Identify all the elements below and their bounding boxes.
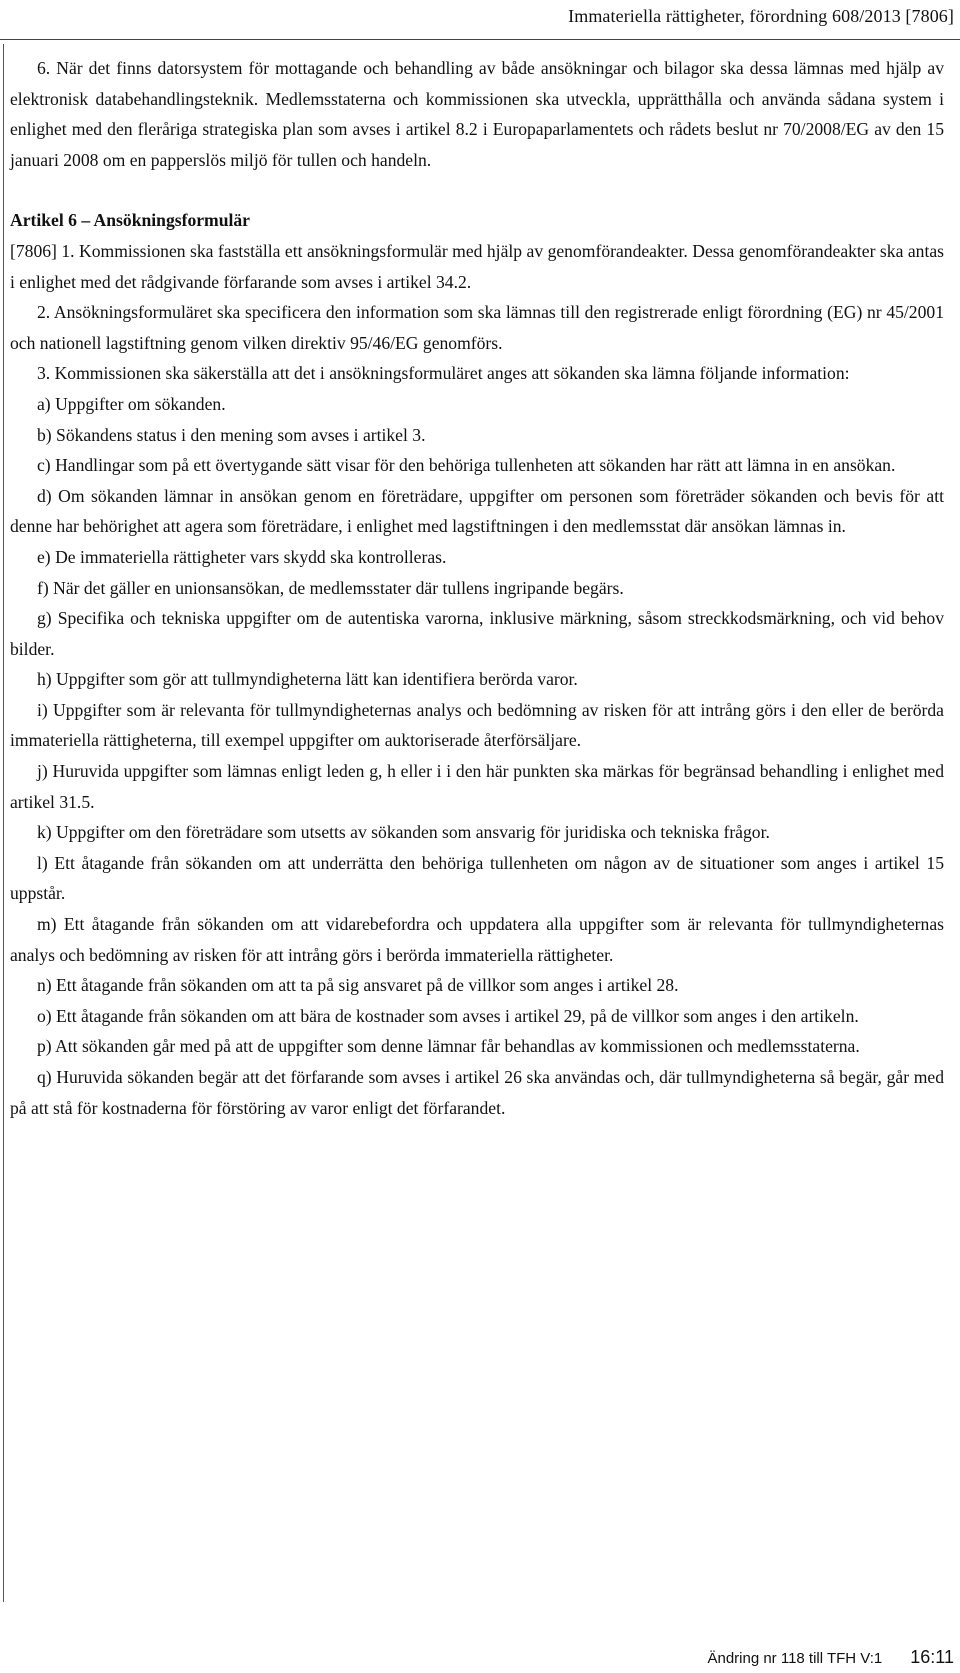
list-item-a: a) Uppgifter om sökanden. [37,393,226,414]
list-item-f: f) När det gäller en unionsansökan, de medlemsstater där tullens ingripande begärs. [37,577,624,598]
list-item-m: m) Ett åtagande från sökanden om att vidarebefordra och uppdatera alla uppgifter som är relevanta för tullmyndigheternas analys och bedömning av risken för att intrång görs i berörda immateriella rättigheter. [10,914,944,965]
paragraph-6: 6. När det finns datorsystem för mottagande och behandling av både ansökningar och bilagor ska dessa lämnas med hjälp av elektronisk databehandlingsteknik. Medlemsstaterna och kommissionen ska utveckla, upprätthålla och använda sådana system i enlighet med den fleråriga strategiska plan som avses i artikel 8.2 i Europaparlamentets och rådets beslut nr 70/2008/EG av den 15 januari 2008 om en papperslös miljö för tullen och handeln. [10,58,944,170]
list-item-j: j) Huruvida uppgifter som lämnas enligt leden g, h eller i i den här punkten ska märkas för begränsad behandling i enlighet med artikel 31.5. [10,761,944,812]
list-item-c: c) Handlingar som på ett övertygande sätt visar för den behöriga tullenheten att sökanden har rätt att lämna in en ansökan. [37,455,896,476]
margin-change-bar [3,44,4,1602]
list-item-b: b) Sökandens status i den mening som avses i artikel 3. [37,424,426,445]
document-body [10,53,944,1123]
list-item-g: g) Specifika och tekniska uppgifter om de autentiska varorna, inklusive märkning, såsom streckkodsmärkning, och vid behov bilder. [10,608,944,659]
list-item-e: e) De immateriella rättigheter vars skydd ska kontrolleras. [37,546,447,567]
page-footer [707,1647,954,1668]
running-header: Immateriella rättigheter, förordning 608/2013 [7806] [568,6,954,26]
list-item-h: h) Uppgifter som gör att tullmyndigheterna lätt kan identifiera berörda varor. [37,669,578,690]
article-paragraph-2: 2. Ansökningsformuläret ska specificera den information som ska lämnas till den registrerade enligt förordning (EG) nr 45/2001 och nationell lagstiftning genom vilken direktiv 95/46/EG genomförs. [10,302,944,353]
footer-time: 16:11 [910,1647,954,1667]
list-item-l: l) Ett åtagande från sökanden om att underrätta den behöriga tullenheten om någon av de situationer som anges i artikel 15 uppstår. [10,852,944,904]
list-item-k: k) Uppgifter om den företrädare som utsetts av sökanden som ansvarig för juridiska och tekniska frågor. [37,822,770,843]
list-item-q: q) Huruvida sökanden begär att det förfarande som avses i artikel 26 ska användas och, där tullmyndigheterna så begär, går med på att stå för kostnaderna för förstöring av varor enligt det förfarandet. [10,1067,944,1118]
list-item-p: p) Att sökanden går med på att de uppgifter som denne lämnar får behandlas av kommissionen och medlemsstaterna. [37,1036,860,1057]
header-rule [0,39,960,40]
article-paragraph-3: 3. Kommissionen ska säkerställa att det i ansökningsformuläret anges att sökanden ska lämna följande information: [37,363,850,384]
list-item-i: i) Uppgifter som är relevanta för tullmyndigheternas analys och bedömning av risken för att intrång görs i den eller de berörda immateriella rättigheterna, till exempel uppgifter om auktoriserade återförsäljare. [10,699,944,751]
list-item-n: n) Ett åtagande från sökanden om att ta på sig ansvaret på de villkor som anges i artikel 28. [37,975,679,996]
article-heading: Artikel 6 – Ansökningsformulär [10,210,250,231]
list-item-d: d) Om sökanden lämnar in ansökan genom en företrädare, uppgifter om personen som företräder sökanden och bevis för att denne har behörighet att agera som företrädare, i enlighet med lagstiftningen i den medlemsstat där ansökan lämnas in. [10,485,944,537]
list-item-o: o) Ett åtagande från sökanden om att bära de kostnader som avses i artikel 29, på de villkor som anges i den artikeln. [37,1005,859,1026]
article-paragraph-1: [7806] 1. Kommissionen ska fastställa ett ansökningsformulär med hjälp av genomförandeakter. Dessa genomförandeakter ska antas i enlighet med det rådgivande förfarande som avses i artikel 34.2. [10,240,944,292]
amendment-note: Ändring nr 118 till TFH V:1 [707,1650,883,1667]
